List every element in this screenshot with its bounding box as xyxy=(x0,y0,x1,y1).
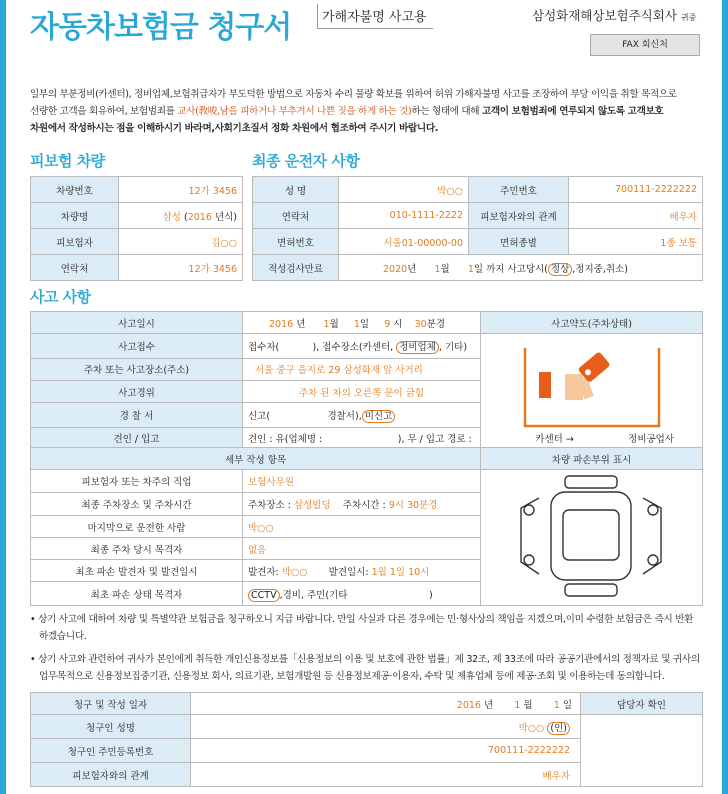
claim-date-label: 청구 및 작성 일자 xyxy=(31,693,191,715)
fw-rest: ,경비, 주민(기타 xyxy=(279,589,348,601)
contact-value[interactable]: 12가 3456 xyxy=(119,255,243,281)
acc-month-unit: 월 xyxy=(329,318,339,330)
claim-rrn-value[interactable]: 700111-2222222 xyxy=(191,739,581,763)
license-label: 면허번호 xyxy=(253,229,339,255)
contact-label: 연락처 xyxy=(31,255,119,281)
receipt-b: ), 접수장소(카센터, xyxy=(312,341,397,353)
last-park-value[interactable] xyxy=(243,493,481,516)
receipt-label: 사고접수 xyxy=(31,334,243,359)
claim-date-value[interactable] xyxy=(191,693,581,715)
inspect-tail: 일 까지 사고당시( xyxy=(473,263,548,275)
claim-year-unit: 년 xyxy=(484,699,494,711)
driver-contact-label: 연락처 xyxy=(253,203,339,229)
course-value[interactable]: 주차 된 차의 오른쪽 문이 긁힘 xyxy=(243,380,481,403)
last-park-time: 9시 30분경 xyxy=(388,500,438,511)
inspect-month: 1 xyxy=(434,263,441,275)
company-name-text: 삼성화재해상보험주식회사 xyxy=(532,8,677,23)
fw-end: ) xyxy=(428,589,433,601)
accident-table xyxy=(30,311,703,606)
note-1-bullet: • xyxy=(30,614,36,625)
claim-name-value[interactable] xyxy=(191,715,581,739)
claim-rrn-label: 청구인 주민등록번호 xyxy=(31,739,191,763)
wheel-rr xyxy=(648,555,658,565)
receipt-circled[interactable]: 정비업체 xyxy=(396,341,439,354)
damage-cell xyxy=(481,470,703,606)
inspect-value[interactable] xyxy=(339,255,703,281)
claim-name: 박○○ xyxy=(518,722,545,734)
car-year-open: ( xyxy=(184,211,188,223)
car-year: 2016 xyxy=(187,211,212,223)
claim-day: 1 xyxy=(553,699,560,711)
receipt-a: 접수자( xyxy=(248,341,280,353)
driver-rrn-value[interactable]: 700111-2222222 xyxy=(569,177,703,203)
manager-label: 담당자 확인 xyxy=(581,693,703,715)
acc-hour: 9 xyxy=(384,318,391,330)
diagram-label: 사고약도(주차상태) xyxy=(481,312,703,334)
driver-table xyxy=(252,176,703,281)
tow-d: 정비공업사 xyxy=(628,433,675,445)
intro-line-1: 일부의 부분정비(카센터), 정비업체,보험취급자가 부도덕한 방법으로 자동차 수리 물량 확보를 위하여 허위 가해자불명 사고를 조장하여 부당 이익을 취할 목적으로 xyxy=(30,89,677,100)
finder-date: 1월 1일 10시 xyxy=(371,566,430,578)
claim-day-unit: 일 xyxy=(562,699,572,711)
intro-2b: 하는 형태에 대해 xyxy=(411,106,482,117)
section-accident: 사고 사항 xyxy=(30,288,91,306)
police-circled[interactable]: 미신고 xyxy=(362,410,396,423)
acc-day-unit: 일 xyxy=(359,318,370,330)
acc-month: 1 xyxy=(323,318,330,330)
note-2-text: 상기 사고와 관련하여 귀사가 본인에게 취득한 개인신용정보를「신용정보의 이용 및 보호에 관한 법률」제 32조, 제 33조에 따라 공공기관에서의 정책자료 및 귀사의 업무목적으로 신용정보집중기관, 신용정보 회사, 의료기관, 보험개발원 등 신용정보제공·이용자, 수탁 및 제휴업체 등에 제공·조회 및 이용하는데 동의합니다. xyxy=(38,654,700,682)
car-rear-view xyxy=(565,584,617,596)
insured-value[interactable]: 김○○ xyxy=(119,229,243,255)
car-roof xyxy=(563,510,619,560)
license-type-value[interactable]: 1종 보통 xyxy=(569,229,703,255)
car-name-label: 차량명 xyxy=(31,203,119,229)
acc-year-unit: 년 xyxy=(296,318,306,330)
acc-min-unit: 분경 xyxy=(426,318,446,330)
plate-label: 차량번호 xyxy=(31,177,119,203)
claim-relation-label: 피보험자와의 관계 xyxy=(31,763,191,787)
intro-2a: 선량한 고객을 회유하여, 보험범죄를 xyxy=(30,106,178,117)
notes xyxy=(30,611,702,691)
place-value[interactable]: 서울 중구 을지로 29 삼성화재 앞 사거리 xyxy=(243,358,481,380)
inspect-year: 2020 xyxy=(383,263,408,275)
last-park-place: 삼성빌딩 xyxy=(293,500,331,511)
intro-line-2 xyxy=(30,103,702,120)
car-front-view xyxy=(565,476,617,488)
driver-name-value[interactable]: 박○○ xyxy=(339,177,469,203)
form-title: 자동차보험금 청구서 xyxy=(30,10,292,45)
witness-label: 최종 주차 당시 목격자 xyxy=(31,538,243,560)
cctv-circled[interactable]: CCTV xyxy=(248,589,280,602)
last-driver-value[interactable]: 박○○ xyxy=(243,516,481,538)
last-park-a: 주차장소 : xyxy=(248,500,294,511)
job-label: 피보험자 또는 차주의 직업 xyxy=(31,470,243,493)
finder-b: 발견일시: xyxy=(328,566,372,578)
receipt-c: , 기타) xyxy=(438,341,468,353)
driver-contact-value[interactable]: 010-1111-2222 xyxy=(339,203,469,229)
claim-month-unit: 월 xyxy=(523,699,533,711)
acc-hour-unit: 시 xyxy=(393,318,403,330)
tow-a: 견인 : 유(업체명 : xyxy=(248,433,323,445)
wheel-fl xyxy=(524,505,534,515)
tow-b: ), 무 / 입고 경로 : xyxy=(397,433,472,445)
status-rest: ,정지중,취소) xyxy=(572,263,628,275)
fax-box: FAX 회신처 xyxy=(590,34,700,56)
license-type-label: 면허종별 xyxy=(469,229,569,255)
note-1 xyxy=(30,611,702,645)
last-park-label: 최종 주차장소 및 주차시간 xyxy=(31,493,243,516)
insured-label: 피보험자 xyxy=(31,229,119,255)
wheel-fr xyxy=(648,505,658,515)
note-1-text: 상기 사고에 대하여 차량 및 특별약관 보험금을 청구하오니 지급 바랍니다. 만일 사실과 다른 경우에는 민·형사상의 책임을 지겠으며,이미 수령한 보험금은 즉시 반환하겠습니다. xyxy=(38,614,694,642)
receipt-value[interactable] xyxy=(243,334,481,359)
plate-value[interactable]: 12가 3456 xyxy=(119,177,243,203)
section-insured-vehicle: 피보험 차량 xyxy=(30,152,105,170)
witness-value[interactable]: 없음 xyxy=(243,538,481,560)
accident-date-value[interactable] xyxy=(243,312,481,334)
acc-min: 30 xyxy=(414,318,427,330)
form-subtitle: 가해자불명 사고용 xyxy=(317,4,433,29)
tow-label: 견인 / 입고 xyxy=(31,428,243,448)
tow-c: 카센터 → xyxy=(535,433,574,445)
damage-label: 차량 파손부위 표시 xyxy=(481,448,703,470)
manager-cell[interactable] xyxy=(581,715,703,787)
last-park-b: 주차시간 : xyxy=(342,500,389,511)
intro-line-3: 차원에서 작성하시는 점을 이해하시기 바라며,사회기초질서 정화 차원에서 협조하여 주시기 바랍니다. xyxy=(30,123,439,134)
driver-relation-label: 피보험자와의 관계 xyxy=(469,203,569,229)
status-normal-circled[interactable]: 정상 xyxy=(548,263,572,276)
last-driver-label: 마지막으로 운전한 사람 xyxy=(31,516,243,538)
company-suffix: 귀중 xyxy=(680,13,697,22)
claim-name-label: 청구인 성명 xyxy=(31,715,191,739)
driver-rrn-label: 주민번호 xyxy=(469,177,569,203)
section-driver: 최종 운전자 사항 xyxy=(252,152,360,170)
police-value[interactable] xyxy=(243,403,481,428)
finder-a: 발견자: xyxy=(248,566,282,578)
claim-year: 2016 xyxy=(456,699,481,711)
course-label: 사고경위 xyxy=(31,380,243,403)
first-witness-value[interactable] xyxy=(243,582,481,606)
car-year-suffix: 년식) xyxy=(214,211,237,223)
car-name-value[interactable] xyxy=(119,203,243,229)
seal-mark[interactable]: (인) xyxy=(547,722,570,735)
police-a: 신고( xyxy=(248,411,271,423)
job-value[interactable]: 보험사무원 xyxy=(243,470,481,493)
company-name xyxy=(532,6,696,24)
left-car-icon xyxy=(539,372,551,398)
claim-month: 1 xyxy=(514,699,521,711)
car-make: 삼성 xyxy=(162,211,181,223)
acc-day: 1 xyxy=(353,318,360,330)
note-2 xyxy=(30,651,702,685)
note-2-bullet: • xyxy=(30,654,36,665)
accident-date-label: 사고일시 xyxy=(31,312,243,334)
car-damage-diagram xyxy=(481,470,703,602)
claim-relation-value[interactable]: 배우자 xyxy=(191,763,581,787)
vehicle-table xyxy=(30,176,243,281)
wheel-rl xyxy=(524,555,534,565)
diagram-cell xyxy=(481,334,703,448)
intro-2red: 교사(敎唆,남을 피하거나 부추겨서 나쁜 짓을 하게 하는 것) xyxy=(177,106,412,117)
first-witness-label: 최초 파손 상태 목격자 xyxy=(31,582,243,606)
driver-relation-value[interactable]: 배우자 xyxy=(569,203,703,229)
intro-text xyxy=(30,86,702,137)
acc-year: 2016 xyxy=(269,318,294,330)
inspect-day: 1 xyxy=(467,263,474,275)
finder-value[interactable] xyxy=(243,560,481,582)
inspect-label: 적성검사만료 xyxy=(253,255,339,281)
finder-name: 박○○ xyxy=(281,566,308,578)
inspect-year-unit: 년 xyxy=(407,263,417,275)
police-b: 경찰서), xyxy=(327,411,362,423)
inspect-month-unit: 월 xyxy=(440,263,450,275)
intro-2bold: 고객이 보험범죄에 연루되지 않도록 고객보호 xyxy=(481,106,664,117)
finder-label: 최초 파손 발견자 및 발견일시 xyxy=(31,560,243,582)
parking-diagram xyxy=(481,334,703,444)
driver-name-label: 성 명 xyxy=(253,177,339,203)
license-value[interactable]: 서울01-00000-00 xyxy=(339,229,469,255)
claim-table xyxy=(30,692,703,787)
police-label: 경 찰 서 xyxy=(31,403,243,428)
place-label: 주차 또는 사고장소(주소) xyxy=(31,358,243,380)
detail-header: 세부 작성 항목 xyxy=(31,448,481,470)
